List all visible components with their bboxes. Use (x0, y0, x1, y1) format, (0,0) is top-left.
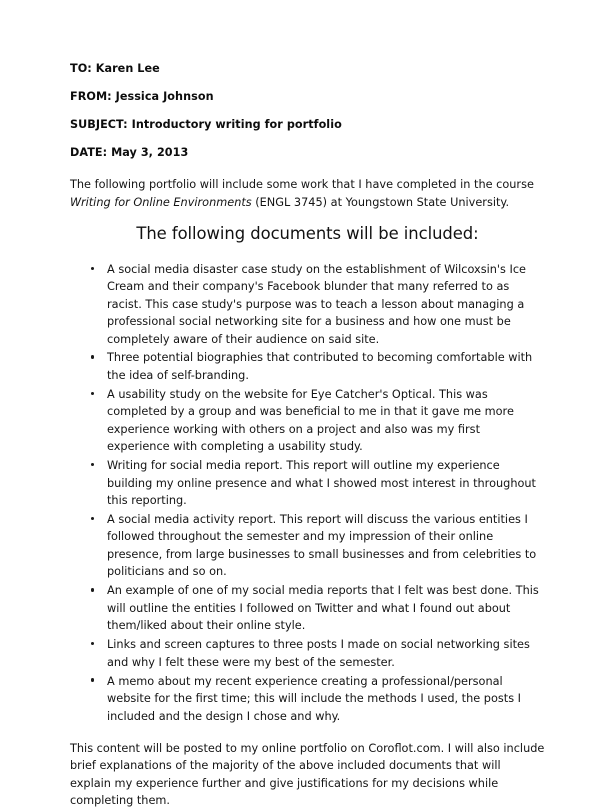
list-item (70, 349, 545, 384)
intro-paragraph (70, 176, 545, 211)
list-item (70, 673, 545, 725)
bullet-icon (91, 267, 94, 270)
list-item-text: Writing for social media report. This report will outline my experience building my online presence and what I showed most interest in throughout this reporting. (107, 459, 536, 508)
bullet-icon (91, 517, 94, 520)
list-item-text: Three potential biographies that contributed to becoming comfortable with the idea of self-branding. (107, 351, 533, 382)
list-item (70, 511, 545, 581)
list-item-text: A usability study on the website for Eye Catcher's Optical. This was completed by a group and was beneficial to me in that it gave me more experience working with others on a project and also was my first experience with completing a usability study. (107, 387, 514, 454)
list-item (70, 636, 545, 671)
closing-paragraph: This content will be posted to my online portfolio on Coroflot.com. I will also include brief explanations of the majority of the above included documents that will explain my experience further and give justifications for my decisions while completing them. (70, 741, 545, 808)
list-item (70, 582, 545, 634)
bullet-icon (91, 642, 94, 645)
bullet-icon (91, 463, 94, 466)
course-title: Writing for Online Environments (70, 195, 252, 209)
intro-text-before-course: The following portfolio will include some work that I have completed in the course (70, 178, 534, 192)
memo-line-from: FROM: Jessica Johnson (70, 89, 214, 103)
bullet-icon (91, 588, 94, 591)
memo-line-subject: SUBJECT: Introductory writing for portfolio (70, 117, 342, 131)
bullet-icon (91, 678, 94, 681)
memo-line-date: DATE: May 3, 2013 (70, 145, 189, 159)
section-heading: The following documents will be included: (136, 224, 479, 244)
memo-header-block (70, 62, 545, 159)
intro-text-after-course: (ENGL 3745) at Youngstown State University. (251, 195, 510, 209)
list-item-text: An example of one of my social media reports that I felt was best done. This will outline the entities I followed on Twitter and what I found out about them/liked about their online style. (107, 584, 539, 633)
list-item (70, 261, 545, 348)
list-item-text: A social media disaster case study on the establishment of Wilcoxsin's Ice Cream and their company's Facebook blunder that many referred to as racist. This case study's purpose was to teach a lesson about managing a professional social networking site for a business and how one must be completely aware of their audience on said site. (107, 262, 527, 346)
memo-line-to: TO: Karen Lee (70, 62, 160, 75)
list-item-text: A memo about my recent experience creating a professional/personal website for the first time; this will include the methods I used, the posts I included and the design I chose and why. (107, 674, 522, 723)
list-item (70, 457, 545, 509)
list-item (70, 386, 545, 456)
bullet-icon (91, 355, 94, 358)
list-item-text: A social media activity report. This report will discuss the various entities I followed throughout the semester and my impression of their online presence, from large businesses to small businesses and from celebrities to politicians and so on. (107, 513, 537, 579)
list-item-text: Links and screen captures to three posts I made on social networking sites and why I felt these were my best of the semester. (107, 638, 530, 669)
bullet-icon (91, 392, 94, 395)
documents-list (70, 261, 545, 725)
